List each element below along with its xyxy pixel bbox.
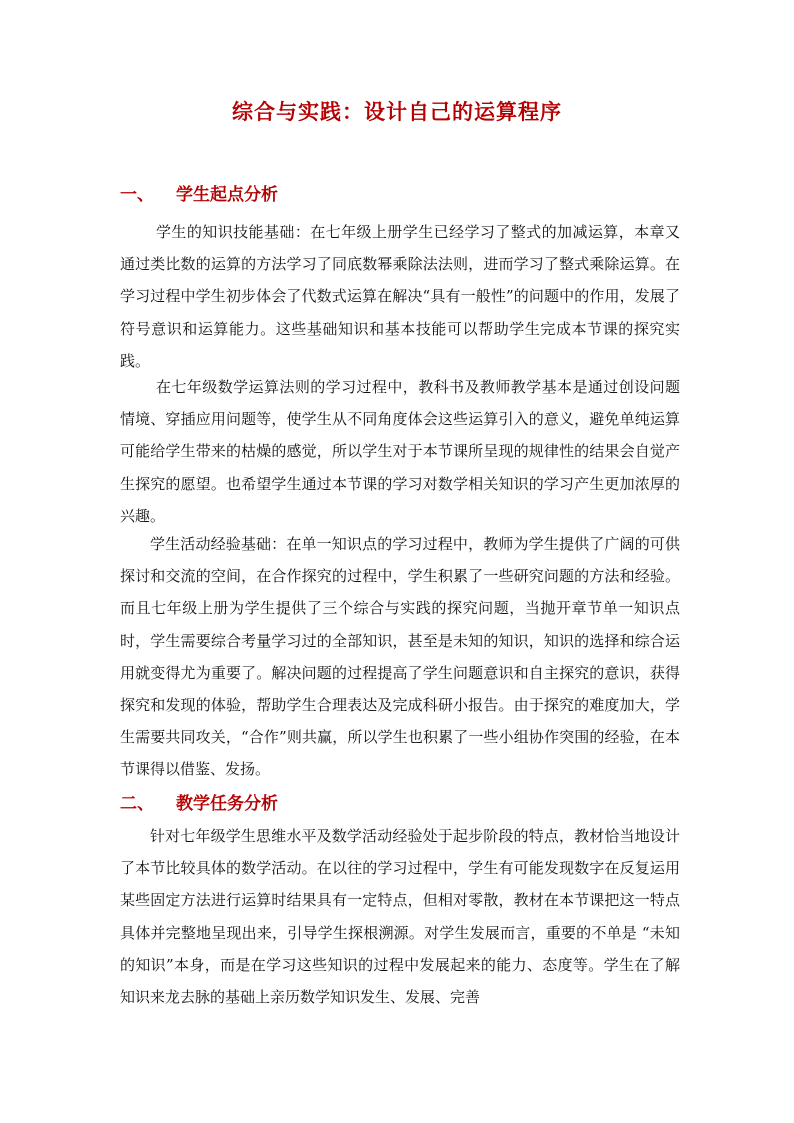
section-number: 一、 bbox=[120, 185, 154, 205]
section-heading-2 bbox=[120, 789, 278, 814]
paragraph: 针对七年级学生思维水平及数学活动经验处于起步阶段的特点，教材恰当地设计了本节比较具体的数学活动。在以往的学习过程中，学生有可能发现数字在反复运用某些固定方法进行运算时结果具有一定特点，但相对零散，教材在本节课把这一特点具体并完整地呈现出来，引导学生探根溯源。对学生发展而言，重要的不单是 “未知的知识”本身，而是在学习这些知识的过程中发展起来的能力、态度等。学生在了解知识来龙去脉的基础上亲历数学知识发生、发展、完善 bbox=[120, 827, 680, 1007]
paragraph: 学生的知识技能基础：在七年级上册学生已经学习了整式的加减运算，本章又通过类比数的运算的方法学习了同底数幂乘除法法则，进而学习了整式乘除运算。在学习过程中学生初步体会了代数式运算在解决“具有一般性”的问题中的作用，发展了符号意识和运算能力。这些基础知识和基本技能可以帮助学生完成本节课的探究实践。 bbox=[120, 223, 680, 370]
paragraph: 在七年级数学运算法则的学习过程中，教科书及教师教学基本是通过创设问题情境、穿插应用问题等，使学生从不同角度体会这些运算引入的意义，避免单纯运算可能给学生带来的枯燥的感觉，所以学生对于本节课所呈现的规律性的结果会自觉产生探究的愿望。也希望学生通过本节课的学习对数学相关知识的学习产生更加浓厚的兴趣。 bbox=[120, 378, 680, 525]
section-heading-text: 教学任务分析 bbox=[176, 794, 278, 814]
section-heading-text: 学生起点分析 bbox=[176, 185, 278, 205]
document-title: 综合与实践：设计自己的运算程序 bbox=[232, 99, 562, 124]
section-number: 二、 bbox=[120, 794, 154, 814]
section-heading-1 bbox=[120, 180, 278, 205]
paragraph: 学生活动经验基础：在单一知识点的学习过程中，教师为学生提供了广阔的可供探讨和交流的空间，在合作探究的过程中，学生积累了一些研究问题的方法和经验。而且七年级上册为学生提供了三个综合与实践的探究问题，当抛开章节单一知识点时，学生需要综合考量学习过的全部知识，甚至是未知的知识，知识的选择和综合运用就变得尤为重要了。解决问题的过程提高了学生问题意识和自主探究的意识，获得探究和发现的体验，帮助学生合理表达及完成科研小报告。由于探究的难度加大，学生需要共同攻关，“合作”则共赢，所以学生也积累了一些小组协作突围的经验，在本节课得以借鉴、发扬。 bbox=[120, 535, 680, 779]
